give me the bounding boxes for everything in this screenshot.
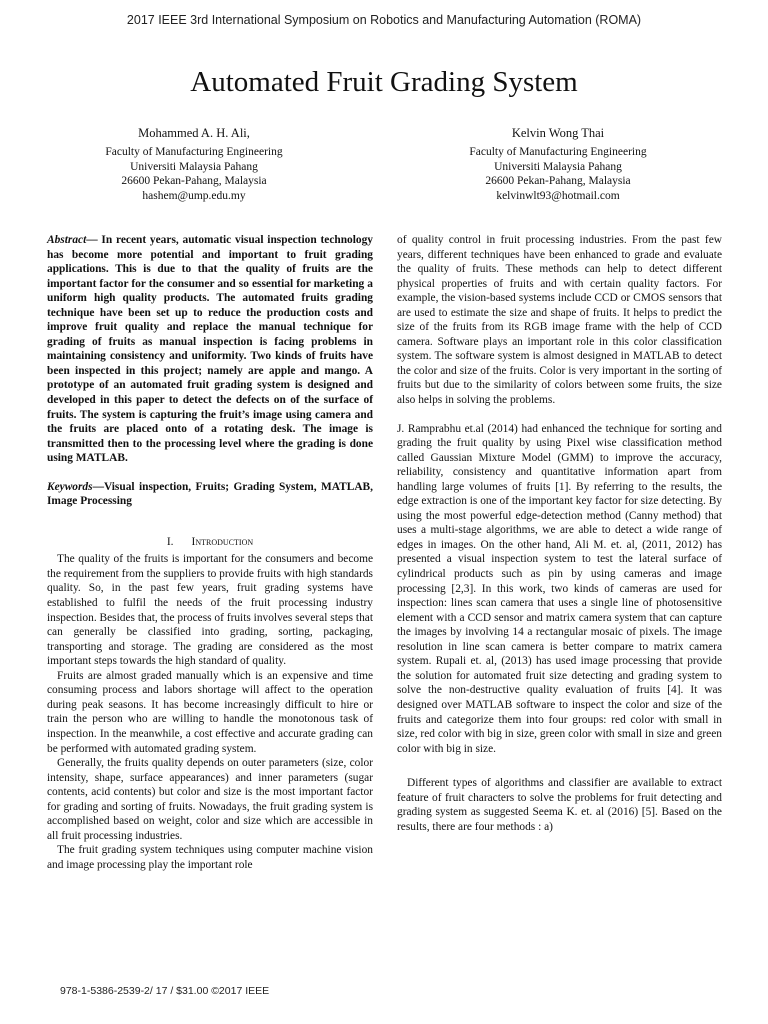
body-paragraph: The fruit grading system techniques using computer machine vision and image processing play the important role [47,844,373,871]
author-name: Kelvin Wong Thai [511,126,605,140]
author-email: kelvinwlt93@hotmail.com [496,190,620,203]
keywords-label: Keywords [47,480,93,493]
author-address: 26600 Pekan-Pahang, Malaysia [121,175,267,188]
author-department: Faculty of Manufacturing Engineering [469,145,647,158]
author-university: Universiti Malaysia Pahang [130,160,258,173]
section-heading-introduction [47,535,373,550]
body-paragraph: Different types of algorithms and classifier are available to extract feature of fruit characters to solve the problems for fruit detecting and grading system as suggested Seema K. et. al (2016) [5]. Based on the results, there are four methods : a) [397,777,722,833]
keywords [47,480,373,509]
abstract [47,233,373,466]
author-address: 26600 Pekan-Pahang, Malaysia [485,175,631,188]
author-email: hashem@ump.edu.my [142,190,246,203]
body-paragraph: Fruits are almost graded manually which is an expensive and time consuming process and labors shortage will affect to the operation during peak seasons. It has become increasingly difficult to hire or train the person who are willing to handle the monotonous task of inspection. In the meanwhile, a cost effective and accurate grading can be performed with automated grading system. [47,669,373,755]
body-paragraph: The quality of the fruits is important for the consumers and become the requirement from the suppliers to provide fruits with high standards quality. So, in the past few years, fruit grading systems have established to fulfil the needs of the fruit processing industry inspection. Besides that, the process of fruits involves several steps that can generally be classified into grading, sorting, packaging, transporting and storage. The grading are considered as the most important steps towards the high standard of quality. [47,553,373,668]
right-column [397,233,722,834]
body-paragraph: Generally, the fruits quality depends on outer parameters (size, color intensity, shape, surface appearances) and inner parameters (sugar contents, acid contents) but color and size is the most important factor for grading and sorting of fruits. Nowadays, the fruit grading system is accomplished based on weight, color and size which are accessible in all fruit processing industries. [47,757,373,842]
author-block-2 [408,126,708,204]
keywords-text: —Visual inspection, Fruits; Grading System, MATLAB, Image Processing [47,480,373,508]
left-column [47,233,373,872]
author-name: Mohammed A. H. Ali, [138,126,250,140]
abstract-text: — In recent years, automatic visual inspection technology has become more potential and important to fruit grading applications. This is due to that the quality of fruits are the important factor for the consumer and so essential for marketing a uniform high quality products. The automated fruits grading technique have been set up to reduce the production costs and improve fruit quality and replace the manual technique for grading of fruits as manual inspection is facing problems in maintaining consistency and uniformity. Two kinds of fruits have been inspected in this project; namely are apple and mango. A prototype of an automated fruit grading system is designed and developed in this paper to detect the defects on of the surface of fruits. The system is capturing the fruit’s image using camera and the fruits are placed onto of a rotating desk. The image is transmitted then to the processing level where the grading is done using MATLAB. [47,234,373,465]
body-paragraph: J. Ramprabhu et.al (2014) had enhanced the technique for sorting and grading the fruit quality by using Pixel wise classification method called Gaussian Mixture Model (GMM) to improve the accuracy, reliability, consistency and quantitative information apart from handling large volumes of fruits [1]. By referring to the results, the edge extraction is one of the important key factor for size detecting. By using the most powerful edge-detection method (Canny method) that uses a multi-stage algorithms, we are able to detect a wide range of edges in images. On the other hand, Ali M. et. al, (2011, 2012) has presented a visual inspection system to test the lateral surface of cylindrical products such as pin by using cameras and image processing [2,3]. In this work, two kinds of cameras are used for inspection: lines scan camera that uses a single line of photosensitive element with a CCD sensor and matrix camera system that can capture the images by involving 14 a rectangular mosaic of pixels. The image resolution in line scan camera is better compare to matrix camera system. Rupali et. al, (2013) has used image processing that provide the solution for automated fruit size detecting and grading system to solve the non-destructive quality evaluation of fruits [4]. It was designed over MATLAB software to inspect the color and size of the fruits and categorize them into four groups: red color with small in size, red color with big in size, green color with small in size and green color with big in size. [397,422,722,755]
section-number: I. [166,535,174,548]
author-department: Faculty of Manufacturing Engineering [105,145,283,158]
copyright-footer: 978-1-5386-2539-2/ 17 / $31.00 ©2017 IEEE [60,985,270,997]
conference-header: 2017 IEEE 3rd International Symposium on Robotics and Manufacturing Automation (ROMA) [126,13,642,27]
section-title: Introduction [191,535,254,548]
abstract-label: Abstract [47,234,87,246]
author-block-1 [44,126,344,204]
author-university: Universiti Malaysia Pahang [494,160,622,173]
body-paragraph: of quality control in fruit processing industries. From the past few years, different techniques have been enhanced to grade and evaluate the quality of fruits. These methods can help to detect different physical properties of fruits and with certain quality factors. For example, the vision-based systems include CCD or CMOS sensors that are used to estimate the size and shape of fruits. It helps to predict the size of the fruits from its RGB image frame with the help of CCD camera. Software plays an important role in this color classification system. The software system is almost designed in MATLAB to detect the color and size of the fruits. Color is very important in the sorting of fruits but due to the similarity of colors between some fruits, the size also helps in solving the problems. [397,234,722,407]
paper-title: Automated Fruit Grading System [190,66,578,98]
